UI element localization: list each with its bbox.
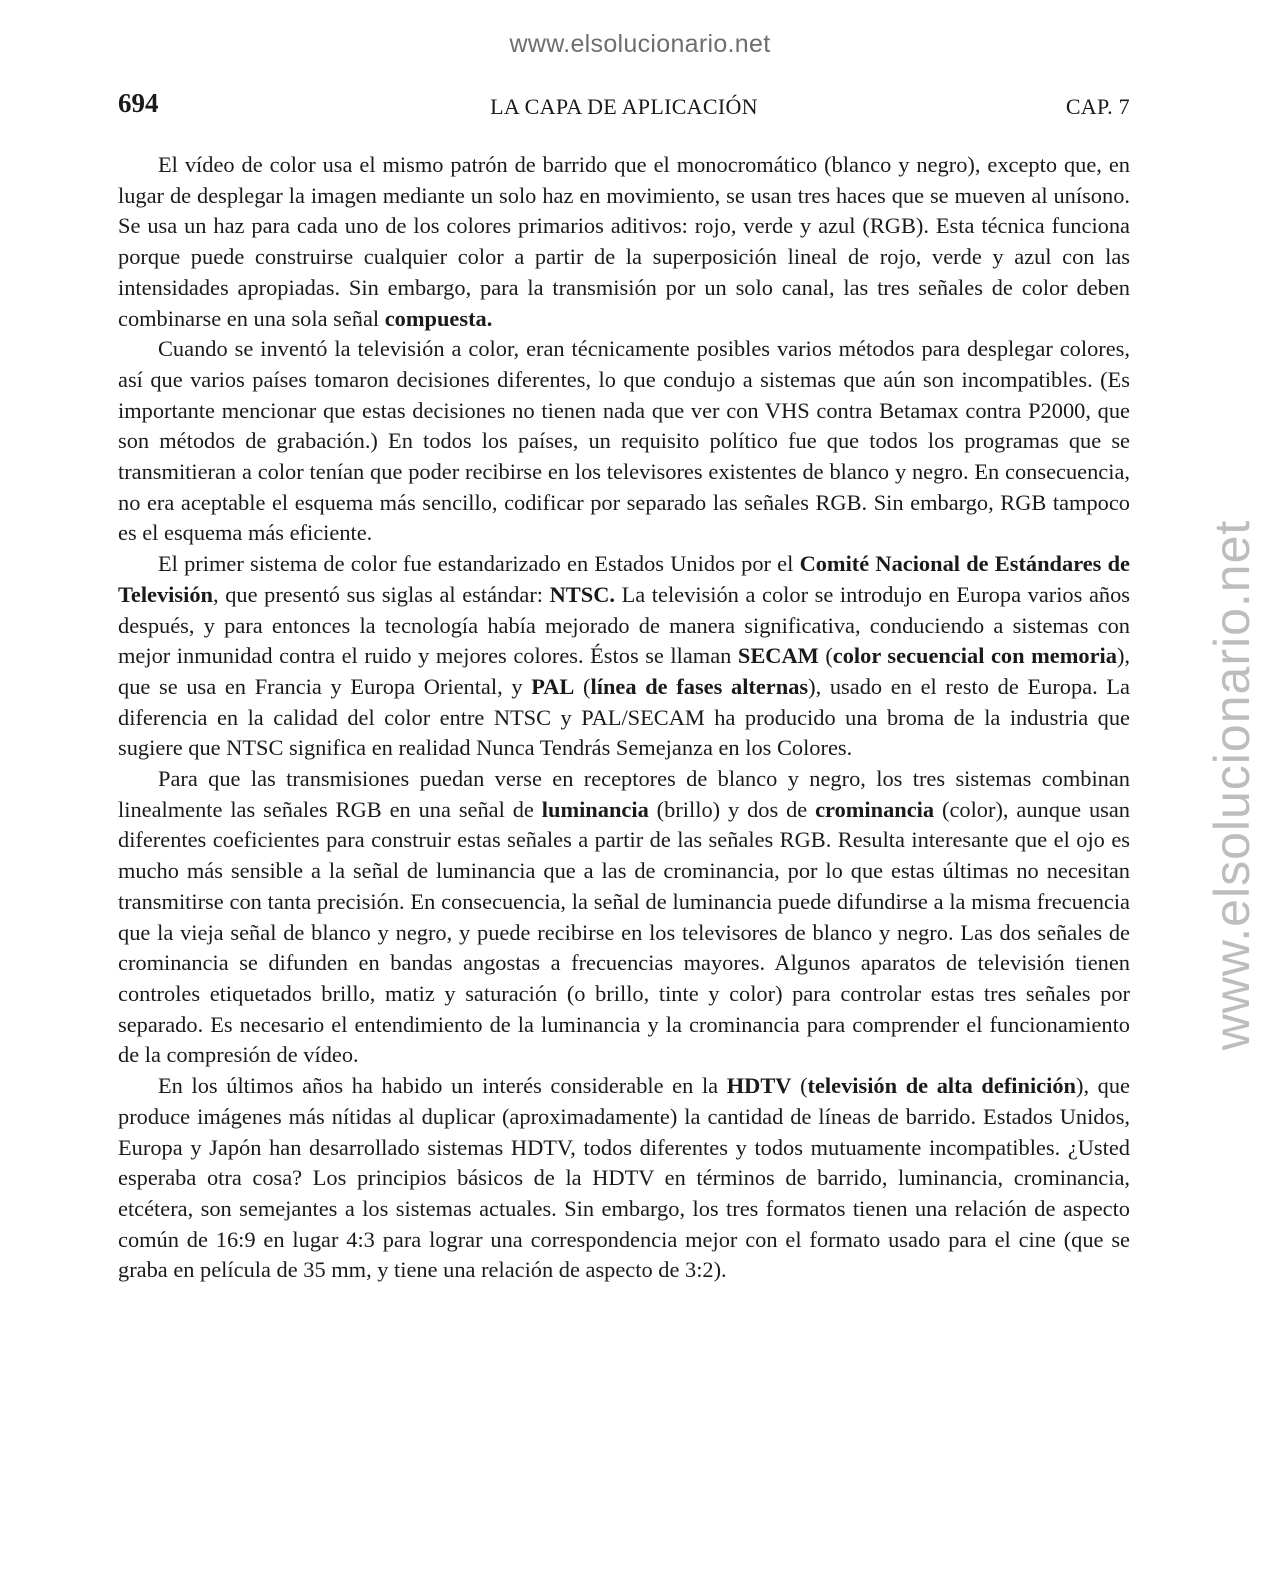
watermark-top: www.elsolucionario.net [509, 30, 771, 58]
chapter-label: CAP. 7 [1065, 94, 1130, 119]
paragraph-5: En los últimos años ha habido un interés considerable en la HDTV (televisión de alta definición), que produce imágenes más nítidas al duplicar (aproximadamente) la cantidad de líneas de barrido. Estados Unidos, Europa y Japón han desarrollado sistemas HDTV, todos diferentes y todos mutuamente incompatibles. ¿Usted esperaba otra cosa? Los principios básicos de la HDTV en términos de barrido, luminancia, crominancia, etcétera, son semejantes a los sistemas actuales. Sin embargo, los tres formatos tienen una relación de aspecto común de 16:9 en lugar 4:3 para lograr una correspondencia mejor con el formato usado para el cine (que se graba en película de 35 mm, y tiene una relación de aspecto de 3:2). [118, 1073, 1130, 1283]
page-number: 694 [118, 88, 159, 118]
paragraph-4: Para que las transmisiones puedan verse en receptores de blanco y negro, los tres sistemas combinan linealmente las señales RGB en una señal de luminancia (brillo) y dos de crominancia (color), aunque usan diferentes coeficientes para construir estas señales a partir de las señales RGB. Resulta interesante que el ojo es mucho más sensible a la señal de luminancia que a las de crominancia, por lo que estas últimas no necesitan transmitirse con tanta precisión. En consecuencia, la señal de luminancia puede difundirse a la misma frecuencia que la vieja señal de blanco y negro, y puede recibirse en los televisores de blanco y negro. Las dos señales de crominancia se difunden en bandas angostas a frecuencias mayores. Algunos aparatos de televisión tienen controles etiquetados brillo, matiz y saturación (o brillo, tinte y color) para controlar estas tres señales por separado. Es necesario el entendimiento de la luminancia y la crominancia para comprender el funcionamiento de la compresión de vídeo. [118, 766, 1131, 1068]
running-title: LA CAPA DE APLICACIÓN [490, 94, 758, 119]
running-head [118, 88, 1130, 128]
paragraph-1: El vídeo de color usa el mismo patrón de barrido que el monocromático (blanco y negro), excepto que, en lugar de desplegar la imagen mediante un solo haz en movimiento, se usan tres haces que se mueven al unísono. Se usa un haz para cada uno de los colores primarios aditivos: rojo, verde y azul (RGB). Esta técnica funciona porque puede construirse cualquier color a partir de la superposición lineal de rojo, verde y azul con las intensidades apropiadas. Sin embargo, para la transmisión por un solo canal, las tres señales de color deben combinarse en una sola señal compuesta. [118, 152, 1130, 331]
paragraph-2: Cuando se inventó la televisión a color, eran técnicamente posibles varios métodos para desplegar colores, así que varios países tomaron decisiones diferentes, lo que condujo a sistemas que aún son incompatibles. (Es importante mencionar que estas decisiones no tienen nada que ver con VHS contra Betamax contra P2000, que son métodos de grabación.) En todos los países, un requisito político fue que todos los programas que se transmitieran a color tenían que poder recibirse en los televisores existentes de blanco y negro. En consecuencia, no era aceptable el esquema más sencillo, codificar por separado las señales RGB. Sin embargo, RGB tampoco es el esquema más eficiente. [118, 336, 1130, 546]
paragraph-3: El primer sistema de color fue estandarizado en Estados Unidos por el Comité Nacional de Estándares de Televisión, que presentó sus siglas al estándar: NTSC. La televisión a color se introdujo en Europa varios años después, y para entonces la tecnología había mejorado de manera significativa, conduciendo a sistemas con mejor inmunidad contra el ruido y mejores colores. Éstos se llaman SECAM (color secuencial con memoria), que se usa en Francia y Europa Oriental, y PAL (línea de fases alternas), usado en el resto de Europa. La diferencia en la calidad del color entre NTSC y PAL/SECAM ha producido una broma de la industria que sugiere que NTSC significa en realidad Nunca Tendrás Semejanza en los Colores. [118, 551, 1130, 761]
watermark-side: www.elsolucionario.net [1204, 519, 1260, 1051]
body-text [118, 150, 1130, 1286]
